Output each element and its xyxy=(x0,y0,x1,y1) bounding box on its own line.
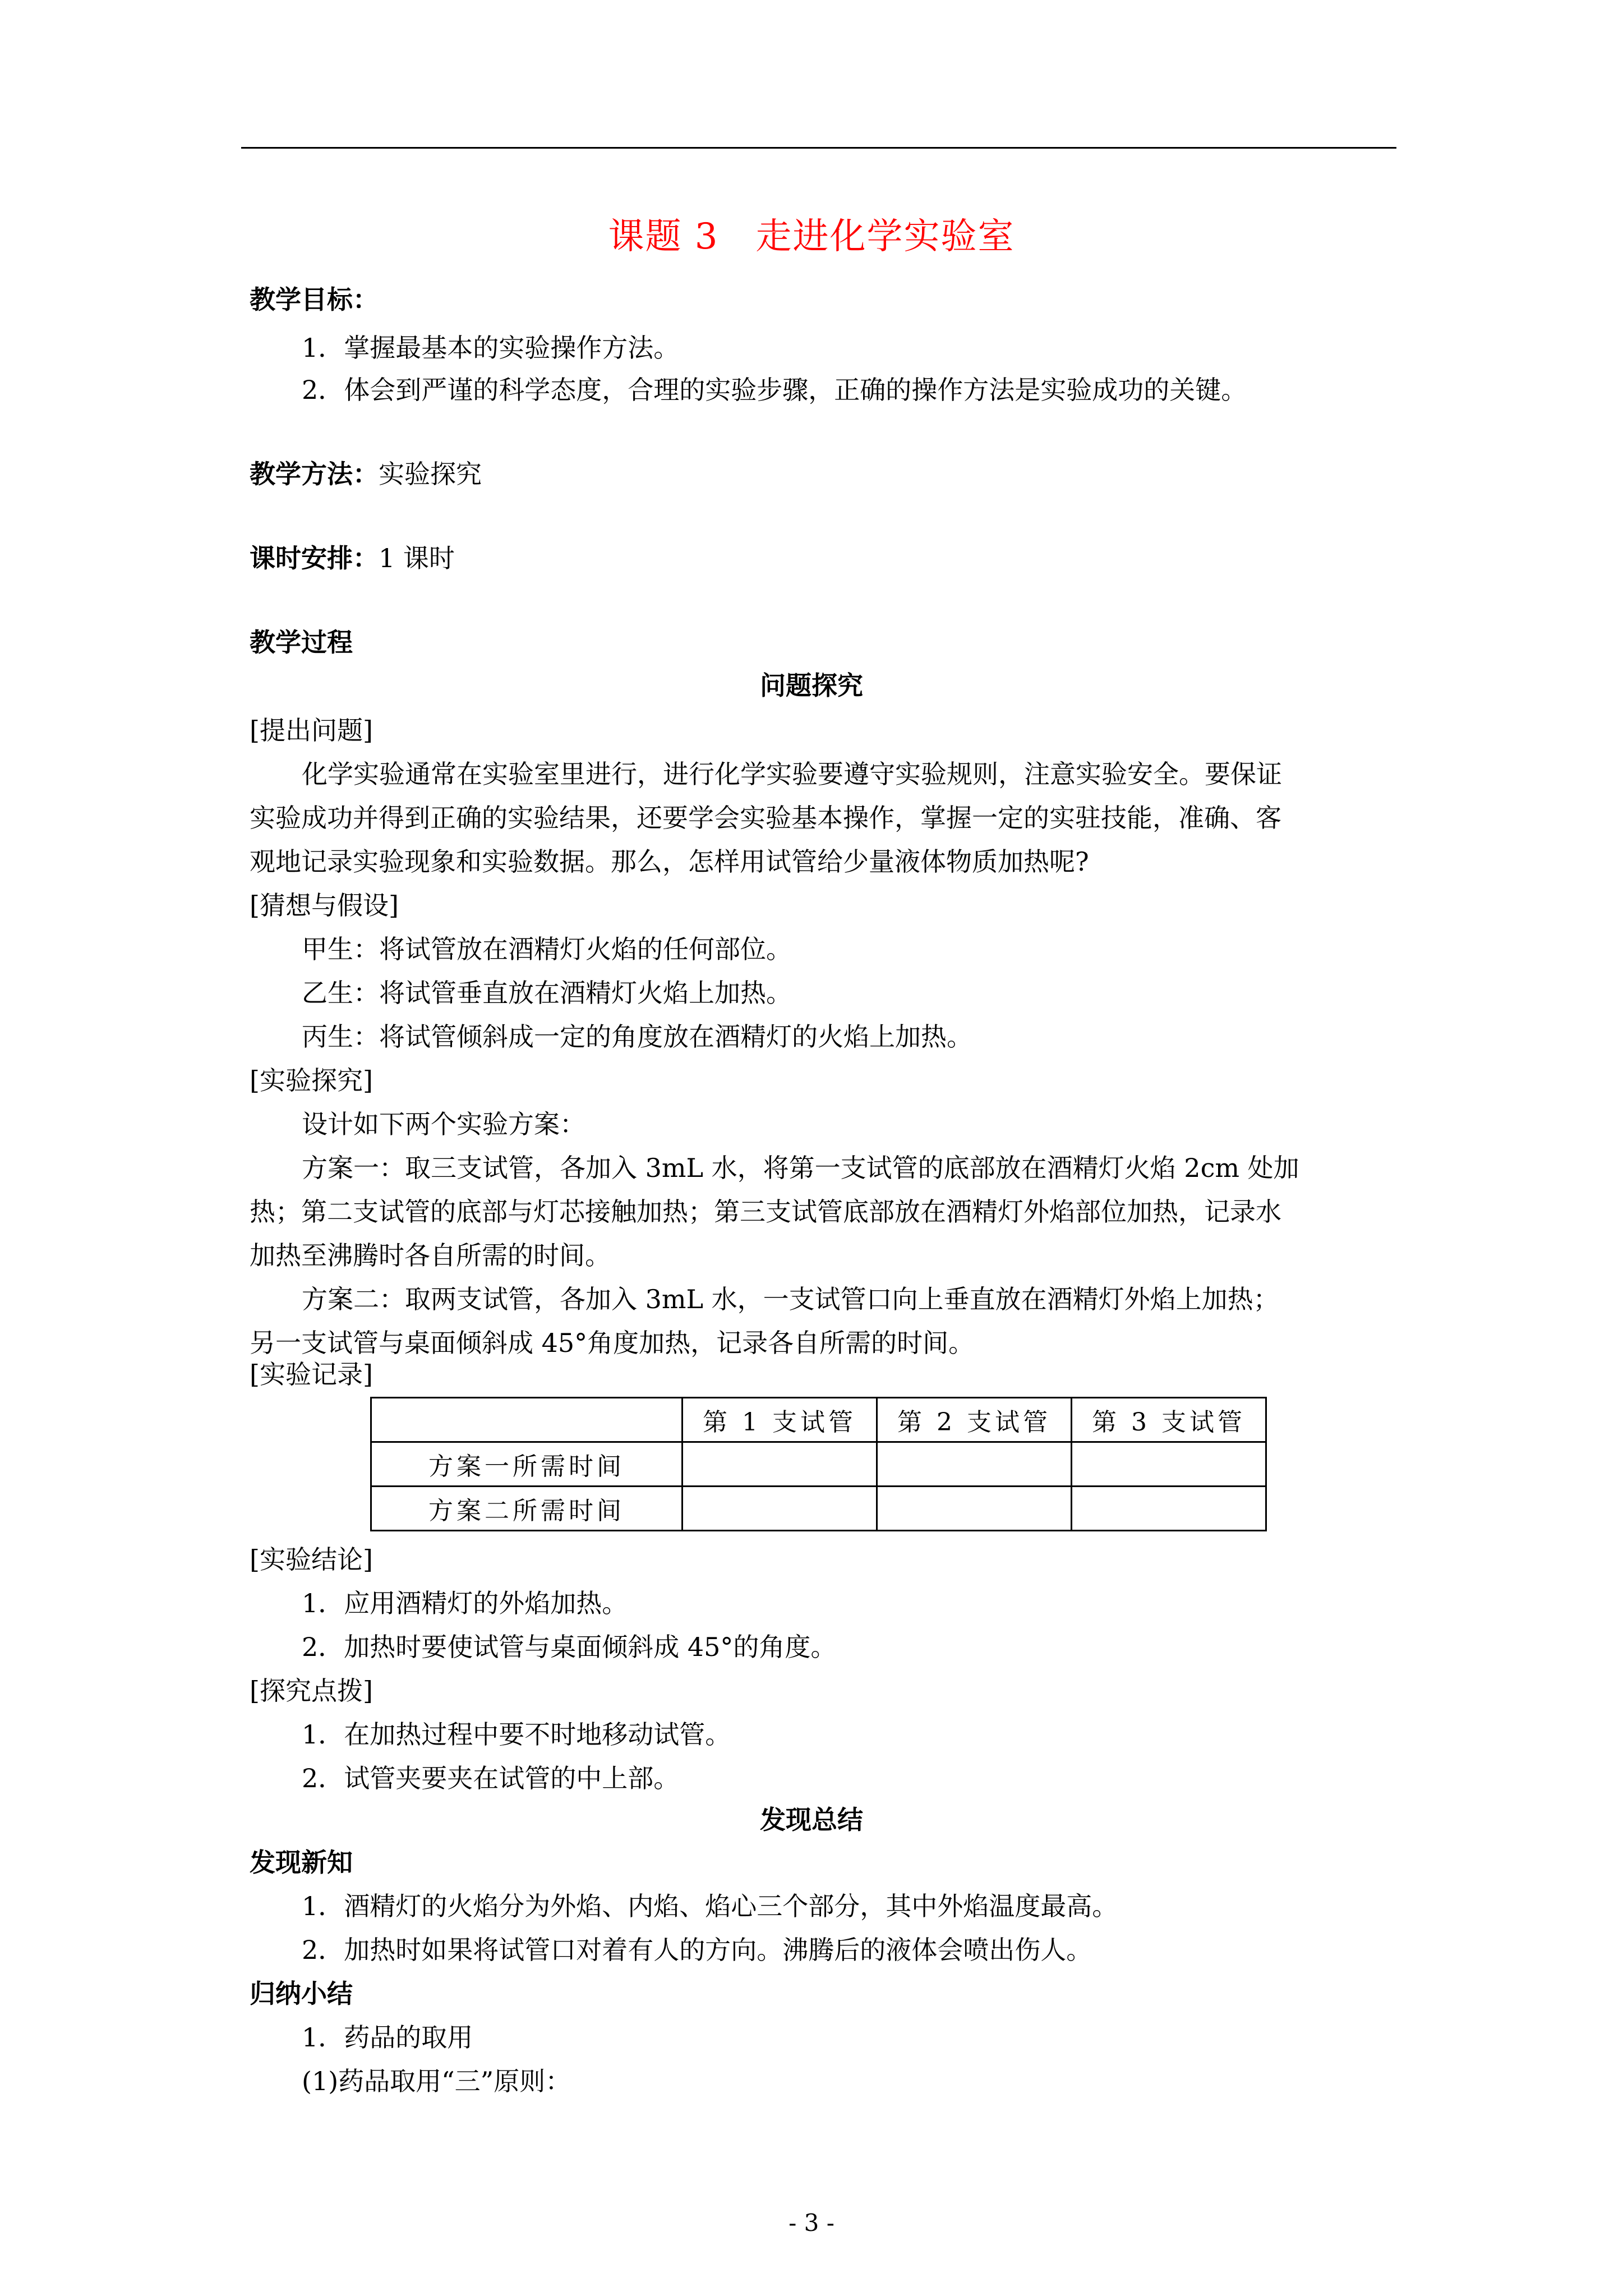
method-label: 教学方法： xyxy=(250,459,379,489)
paragraph-line: 实验成功并得到正确的实验结果，还要学会实验基本操作，掌握一定的实驻技能，准确、客 xyxy=(250,803,1281,833)
conclusion-label: [实验结论] xyxy=(250,1544,373,1575)
conclusion-item: 1．应用酒精灯的外焰加热。 xyxy=(302,1588,628,1618)
discovery-item: 2．加热时如果将试管口对着有人的方向。沸腾后的液体会喷出伤人。 xyxy=(302,1935,1092,1965)
summary-heading: 归纳小结 xyxy=(250,1978,353,2009)
tip-item: 2．试管夹要夹在试管的中上部。 xyxy=(302,1763,680,1793)
discovery-item: 1．酒精灯的火焰分为外焰、内焰、焰心三个部分，其中外焰温度最高。 xyxy=(302,1891,1118,1921)
table-cell: 方案一所需时间 xyxy=(371,1442,683,1487)
section-title-summary: 发现总结 xyxy=(760,1805,863,1835)
plan-two-line: 另一支试管与桌面倾斜成 45°角度加热，记录各自所需的时间。 xyxy=(250,1328,975,1358)
method-value: 实验探究 xyxy=(379,459,482,489)
table-cell xyxy=(683,1487,877,1531)
schedule-label: 课时安排： xyxy=(250,543,379,573)
table-header-cell: 第 1 支试管 xyxy=(683,1398,877,1442)
process-heading: 教学过程 xyxy=(250,627,353,657)
paragraph-line: 观地记录实验现象和实验数据。那么，怎样用试管给少量液体物质加热呢? xyxy=(250,846,1089,877)
summary-item: (1)药品取用“三”原则： xyxy=(302,2066,571,2096)
raise-question-label: [提出问题] xyxy=(250,715,373,746)
plan-one-line: 加热至沸腾时各自所需的时间。 xyxy=(250,1240,611,1271)
table-cell xyxy=(683,1442,877,1487)
record-label: [实验记录] xyxy=(250,1359,373,1389)
hypothesis-label: [猜想与假设] xyxy=(250,890,399,921)
table-row xyxy=(371,1442,1266,1487)
plan-one-line: 方案一：取三支试管，各加入 3mL 水，将第一支试管的底部放在酒精灯火焰 2cm 处加 xyxy=(302,1153,1299,1183)
schedule-line xyxy=(250,541,455,575)
objective-item: 1．掌握最基本的实验操作方法。 xyxy=(302,333,680,363)
explore-label: [实验探究] xyxy=(250,1065,373,1096)
hypothesis-item: 丙生：将试管倾斜成一定的角度放在酒精灯的火焰上加热。 xyxy=(302,1022,972,1052)
discovery-heading: 发现新知 xyxy=(250,1847,353,1878)
conclusion-item: 2．加热时要使试管与桌面倾斜成 45°的角度。 xyxy=(302,1632,837,1662)
table-header-row xyxy=(371,1398,1266,1442)
plan-two-line: 方案二：取两支试管，各加入 3mL 水，一支试管口向上垂直放在酒精灯外焰上加热； xyxy=(302,1284,1279,1314)
table-header-cell xyxy=(371,1398,683,1442)
objective-item: 2．体会到严谨的科学态度，合理的实验步骤，正确的操作方法是实验成功的关键。 xyxy=(302,375,1247,405)
paragraph-line: 化学实验通常在实验室里进行，进行化学实验要遵守实验规则，注意实验安全。要保证 xyxy=(302,759,1282,789)
summary-item: 1．药品的取用 xyxy=(302,2022,473,2053)
page-number: - 3 - xyxy=(789,2209,834,2237)
table-cell xyxy=(877,1487,1072,1531)
table-cell xyxy=(1072,1487,1266,1531)
explore-intro: 设计如下两个实验方案： xyxy=(302,1109,585,1139)
table-cell xyxy=(877,1442,1072,1487)
table-cell: 方案二所需时间 xyxy=(371,1487,683,1531)
hypothesis-item: 甲生：将试管放在酒精灯火焰的任何部位。 xyxy=(302,934,792,964)
header-rule xyxy=(241,147,1396,149)
table-row xyxy=(371,1487,1266,1531)
method-line xyxy=(250,457,482,491)
hypothesis-item: 乙生：将试管垂直放在酒精灯火焰上加热。 xyxy=(302,978,792,1008)
tip-item: 1．在加热过程中要不时地移动试管。 xyxy=(302,1719,731,1750)
objectives-heading: 教学目标： xyxy=(250,284,379,315)
section-title-inquiry: 问题探究 xyxy=(760,670,863,701)
plan-one-line: 热；第二支试管的底部与灯芯接触加热；第三支试管底部放在酒精灯外焰部位加热，记录水 xyxy=(250,1197,1281,1227)
table-header-cell: 第 2 支试管 xyxy=(877,1398,1072,1442)
record-table xyxy=(370,1397,1267,1531)
schedule-value: 1 课时 xyxy=(379,543,455,573)
table-cell xyxy=(1072,1442,1266,1487)
lesson-title: 课题 3 走进化学实验室 xyxy=(608,216,1015,257)
table-header-cell: 第 3 支试管 xyxy=(1072,1398,1266,1442)
tips-label: [探究点拨] xyxy=(250,1676,373,1706)
